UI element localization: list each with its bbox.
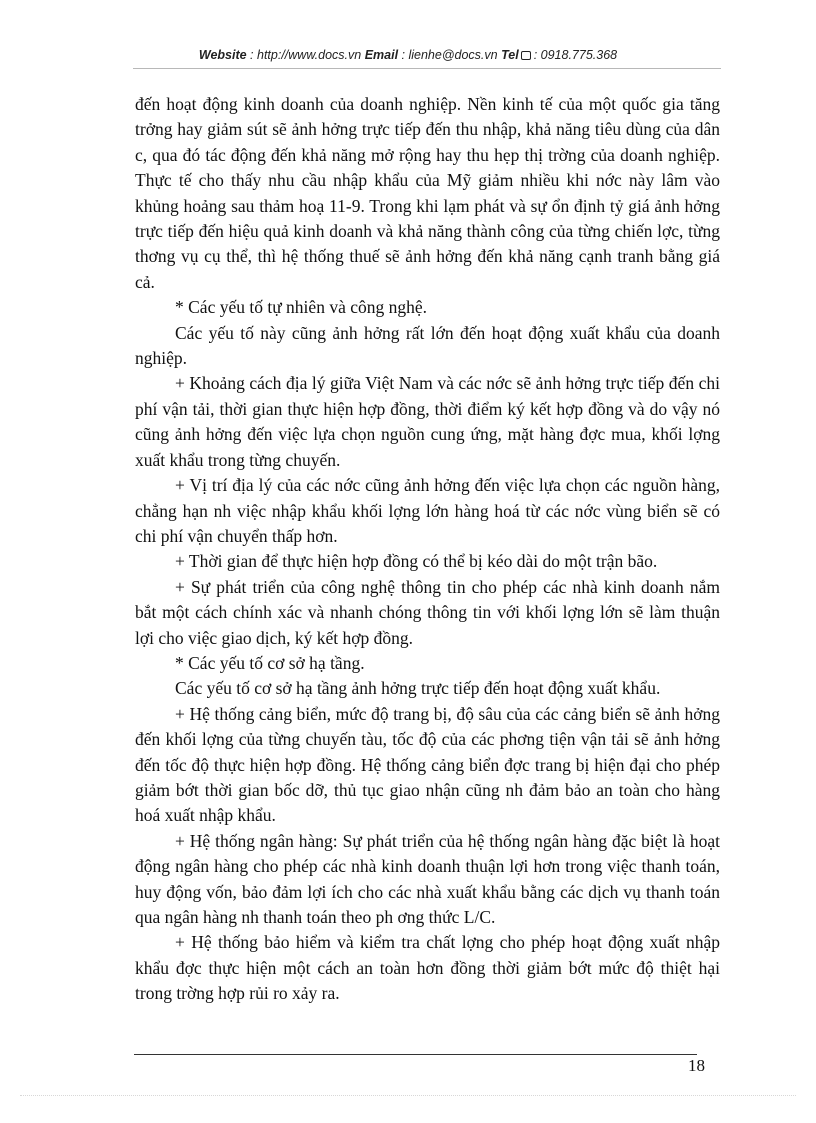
- paragraph: + Vị trí địa lý của các nớc cũng ảnh hởng đến việc lựa chọn các nguồn hàng, chẳng hạn nh việc nhập khẩu khối lợng lớn hàng hoá từ các nớc vùng biển sẽ có chi phí vận chuyển thấp hơn.: [135, 475, 720, 546]
- paragraph: Các yếu tố này cũng ảnh hởng rất lớn đến hoạt động xuất khẩu của doanh nghiệp.: [135, 322, 720, 369]
- email-address[interactable]: : lienhe@docs.vn: [398, 48, 502, 62]
- phone-icon: [521, 51, 531, 60]
- website-url[interactable]: : http://www.docs.vn: [246, 48, 365, 62]
- paragraph: Các yếu tố cơ sở hạ tầng ảnh hởng trực tiếp đến hoạt động xuất khẩu.: [175, 678, 661, 699]
- page-bottom-border: [20, 1095, 796, 1096]
- tel-number: : 0918.775.368: [533, 48, 618, 62]
- paragraph: + Hệ thống cảng biển, mức độ trang bị, độ sâu của các cảng biển sẽ ảnh hởng đến khối lợng của từng chuyến tàu, tốc độ của các phơng tiện vận tải sẽ ảnh hởng đến tốc độ thực hiện hợp đồng. Hệ thống cảng biển đợc trang bị hiện đại cho phép giảm bớt thời gian bốc dỡ, thủ tục giao nhận cũng nh đảm bảo an toàn cho hàng hoá xuất nhập khẩu.: [135, 703, 720, 826]
- document-body: [135, 92, 720, 1007]
- paragraph: + Thời gian để thực hiện hợp đồng có thể bị kéo dài do một trận bão.: [175, 551, 658, 572]
- email-label: Email: [364, 48, 399, 62]
- paragraph: đến hoạt động kinh doanh của doanh nghiệp. Nền kinh tế của một quốc gia tăng trởng hay giảm sút sẽ ảnh hởng trực tiếp đến thu nhập, khả năng tiêu dùng của dân c, qua đó tác động đến khả năng mở rộng hay thu hẹp thị trờng của doanh nghiệp. Thực tế cho thấy nhu cầu nhập khẩu của Mỹ giảm nhiều khi nớc này lâm vào khủng hoảng sau thảm hoạ 11-9. Trong khi lạm phát và sự ổn định tỷ giá ảnh hởng trực tiếp đến hiệu quả kinh doanh và khả năng thành công của từng chiến lợc, từng thơng vụ cụ thể, thì hệ thống thuế sẽ ảnh hởng đến khả năng cạnh tranh bằng giá cả.: [135, 94, 720, 292]
- header-divider: [133, 68, 721, 69]
- paragraph: + Sự phát triển của công nghệ thông tin cho phép các nhà kinh doanh nắm bắt một cách chính xác và nhanh chóng thông tin với khối lợng lớn sẽ làm thuận lợi cho việc giao dịch, ký kết hợp đồng.: [135, 576, 720, 648]
- paragraph: + Hệ thống ngân hàng: Sự phát triển của hệ thống ngân hàng đặc biệt là hoạt động ngân hàng cho phép các nhà kinh doanh thuận lợi hơn trong việc thanh toán, huy động vốn, bảo đảm lợi ích cho các nhà xuất khẩu bằng các dịch vụ thanh toán qua ngân hàng nh thanh toán theo ph ơng thức L/C.: [135, 830, 720, 927]
- paragraph: * Các yếu tố cơ sở hạ tầng.: [175, 652, 365, 673]
- page-number: 18: [688, 1056, 705, 1075]
- page-header: [0, 48, 816, 62]
- paragraph: + Hệ thống bảo hiểm và kiểm tra chất lợng cho phép hoạt động xuất nhập khẩu đợc thực hiện một cách an toàn hơn đồng thời giảm bớt mức độ thiệt hại trong trờng hợp rủi ro xảy ra.: [135, 932, 720, 1004]
- footer-divider: [134, 1054, 697, 1055]
- website-label: Website: [198, 48, 247, 62]
- paragraph: * Các yếu tố tự nhiên và công nghệ.: [175, 297, 427, 318]
- paragraph: + Khoảng cách địa lý giữa Việt Nam và các nớc sẽ ảnh hởng trực tiếp đến chi phí vận tải, thời gian thực hiện hợp đồng, thời điểm ký kết hợp đồng và do vậy nó cũng ảnh hởng đến việc lựa chọn nguồn cung ứng, mặt hàng đợc mua, khối lợng xuất khẩu trong từng chuyến.: [135, 373, 720, 470]
- tel-label: Tel: [501, 48, 519, 62]
